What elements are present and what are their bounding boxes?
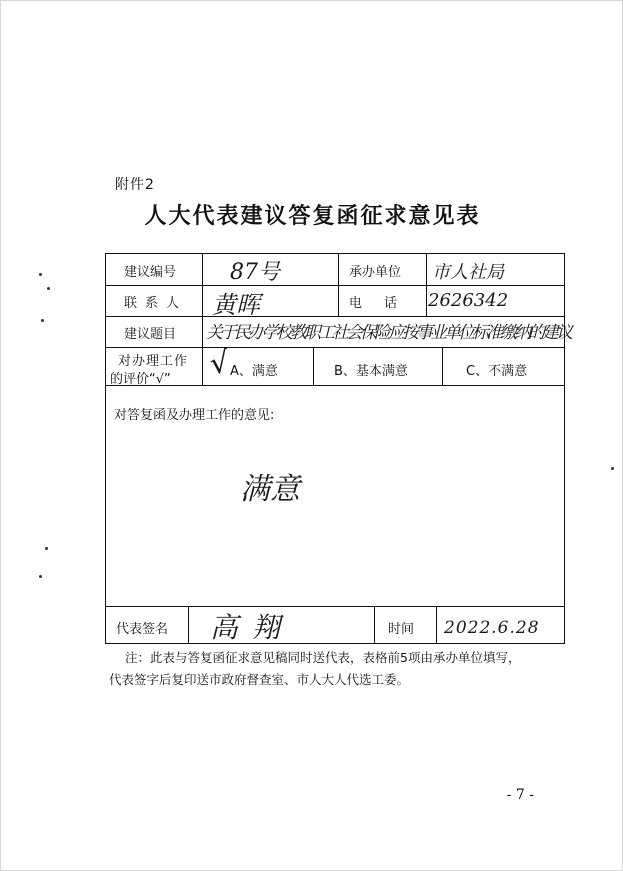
option-a-satisfied: A、满意 bbox=[230, 364, 278, 379]
contact-label: 联系人 bbox=[124, 296, 188, 311]
footnote-line-2: 代表签字后复印送市政府督查室、市人大人代选工委。 bbox=[109, 672, 410, 687]
scan-speck bbox=[41, 319, 44, 322]
scan-speck bbox=[47, 287, 50, 290]
row-divider bbox=[106, 385, 564, 386]
column-divider bbox=[374, 606, 375, 644]
proposal-number-label: 建议编号 bbox=[124, 265, 177, 280]
handling-unit-label: 承办单位 bbox=[349, 265, 402, 280]
row-divider bbox=[106, 347, 564, 348]
topic-value: 关于民办学校教职工社会保险应按事业单位标准缴纳的建议 bbox=[206, 323, 570, 343]
phone-label: 电话 bbox=[349, 296, 420, 311]
column-divider bbox=[426, 254, 427, 316]
scan-speck bbox=[39, 575, 42, 578]
evaluation-label-line1: 对办理工作 bbox=[118, 354, 189, 369]
row-divider bbox=[106, 606, 564, 607]
column-divider bbox=[202, 254, 203, 385]
time-value: 2022.6.28 bbox=[444, 618, 540, 638]
time-label: 时间 bbox=[388, 622, 415, 637]
option-c-not-satisfied: C、不满意 bbox=[466, 364, 528, 379]
scan-speck bbox=[45, 547, 48, 550]
page-number: - 7 - bbox=[506, 787, 534, 803]
option-b-basically-satisfied: B、基本满意 bbox=[334, 364, 408, 379]
column-divider bbox=[436, 606, 437, 644]
topic-label: 建议题目 bbox=[124, 327, 177, 342]
signature-value: 高翔 bbox=[210, 611, 295, 644]
opinion-label: 对答复函及办理工作的意见: bbox=[114, 408, 275, 423]
phone-value: 2626342 bbox=[428, 290, 509, 311]
scan-speck bbox=[39, 273, 42, 276]
column-divider bbox=[442, 347, 443, 385]
contact-value: 黄晖 bbox=[212, 291, 260, 319]
opinion-form-table bbox=[105, 253, 570, 644]
column-divider bbox=[188, 606, 189, 644]
handling-unit-value: 市人社局 bbox=[432, 262, 504, 283]
proposal-number-value: 87号 bbox=[230, 260, 280, 285]
row-divider bbox=[106, 285, 564, 286]
column-divider bbox=[313, 347, 314, 385]
footnote-line-1: 注：此表与答复函征求意见稿同时送代表，表格前5项由承办单位填写， bbox=[125, 650, 521, 665]
attachment-label: 附件2 bbox=[115, 177, 155, 193]
signature-label: 代表签名 bbox=[116, 622, 169, 637]
opinion-value: 满意 bbox=[240, 472, 300, 507]
column-divider bbox=[338, 254, 339, 316]
evaluation-label-line2: 的评价“√” bbox=[110, 372, 171, 387]
evaluation-checkmark: √ bbox=[207, 344, 232, 383]
scan-speck bbox=[611, 467, 614, 470]
row-divider bbox=[106, 316, 564, 317]
document-title: 人大代表建议答复函征求意见表 bbox=[144, 203, 481, 229]
